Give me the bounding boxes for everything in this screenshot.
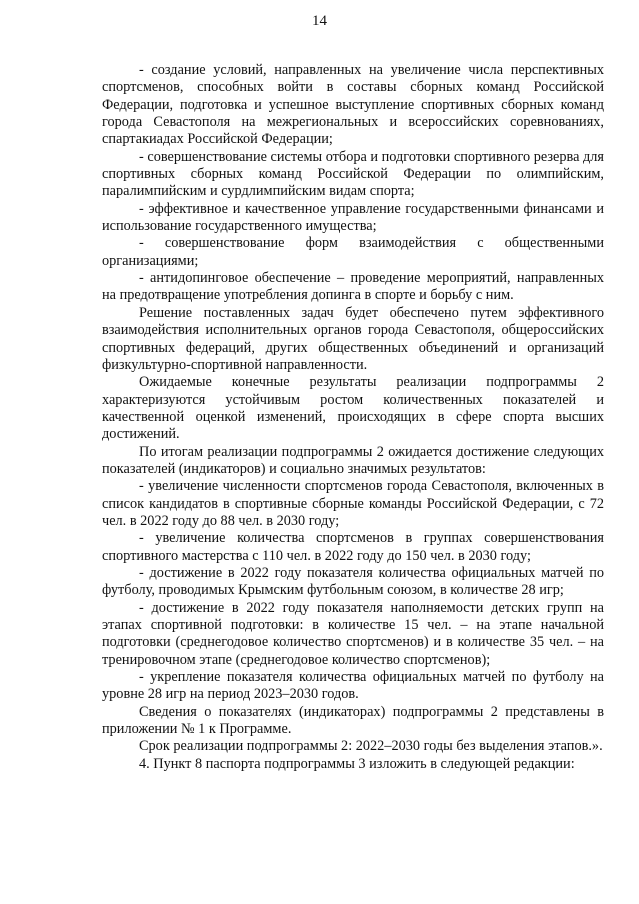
page-number: 14 bbox=[312, 13, 327, 29]
document-body bbox=[102, 62, 604, 773]
paragraph-results-intro: По итогам реализации подпрограммы 2 ожидается достижение следующих показателей (индикаторов) и социально значимых результатов: bbox=[102, 443, 604, 477]
paragraph-result-football-matches-2022: - достижение в 2022 году показателя количества официальных матчей по футболу, проводимых Крымским футбольным союзом, в количестве 28 игр; bbox=[102, 564, 604, 599]
paragraph-goal-perspective-athletes: - создание условий, направленных на увеличение числа перспективных спортсменов, способных войти в составы сборных команд Российской Федерации, подготовка и успешное выступление спортивных сборных команд города Севастополя на межрегиональных и всероссийских соревнованиях, спартакиадах Российской Федерации; bbox=[102, 62, 604, 148]
paragraph-indicators-appendix: Сведения о показателях (индикаторах) подпрограммы 2 представлены в приложении № 1 к Программе. bbox=[102, 703, 604, 738]
paragraph-goal-public-organizations: - совершенствование форм взаимодействия с общественными организациями; bbox=[102, 235, 604, 269]
paragraph-result-group-occupancy: - достижение в 2022 году показателя наполняемости детских групп на этапах спортивной подготовки: в количестве 15 чел. – на этапе начальной подготовки (среднегодовое количество спортсменов) и в количестве 35 чел. – на тренировочном этапе (среднегодовое количество спортсменов); bbox=[102, 599, 604, 668]
paragraph-result-candidates: - увеличение численности спортсменов города Севастополя, включенных в список кандидатов в спортивные сборные команды Российской Федерации, с 72 чел. в 2022 году до 88 чел. в 2030 году; bbox=[102, 478, 604, 529]
paragraph-goal-finance-management: - эффективное и качественное управление государственными финансами и использование государственного имущества; bbox=[102, 200, 604, 235]
paragraph-result-football-matches-period: - укрепление показателя количества официальных матчей по футболу на уровне 28 игр на период 2023–2030 годов. bbox=[102, 669, 604, 703]
paragraph-item-4: 4. Пункт 8 паспорта подпрограммы 3 изложить в следующей редакции: bbox=[139, 755, 575, 772]
paragraph-result-mastery-groups: - увеличение количества спортсменов в группах совершенствования спортивного мастерства с 110 чел. в 2022 году до 150 чел. в 2030 году; bbox=[102, 530, 604, 564]
paragraph-expected-results: Ожидаемые конечные результаты реализации подпрограммы 2 характеризуются устойчивым ростом количественных показателей и качественной оценкой изменений, происходящих в сфере спорта высших достижений. bbox=[102, 374, 604, 443]
paragraph-implementation-period: Срок реализации подпрограммы 2: 2022–2030 годы без выделения этапов.». bbox=[139, 738, 603, 755]
paragraph-goal-selection-system: - совершенствование системы отбора и подготовки спортивного резерва для спортивных сборных команд Российской Федерации по олимпийским, паралимпийским и сурдлимпийским видам спорта; bbox=[102, 148, 604, 200]
paragraph-task-solution: Решение поставленных задач будет обеспечено путем эффективного взаимодействия исполнительных органов города Севастополя, общероссийских спортивных федераций, других общественных объединений и организаций физкультурно-спортивной направленности. bbox=[102, 304, 604, 373]
paragraph-goal-antidoping: - антидопинговое обеспечение – проведение мероприятий, направленных на предотвращение употребления допинга в спорте и борьбу с ним. bbox=[102, 270, 604, 304]
